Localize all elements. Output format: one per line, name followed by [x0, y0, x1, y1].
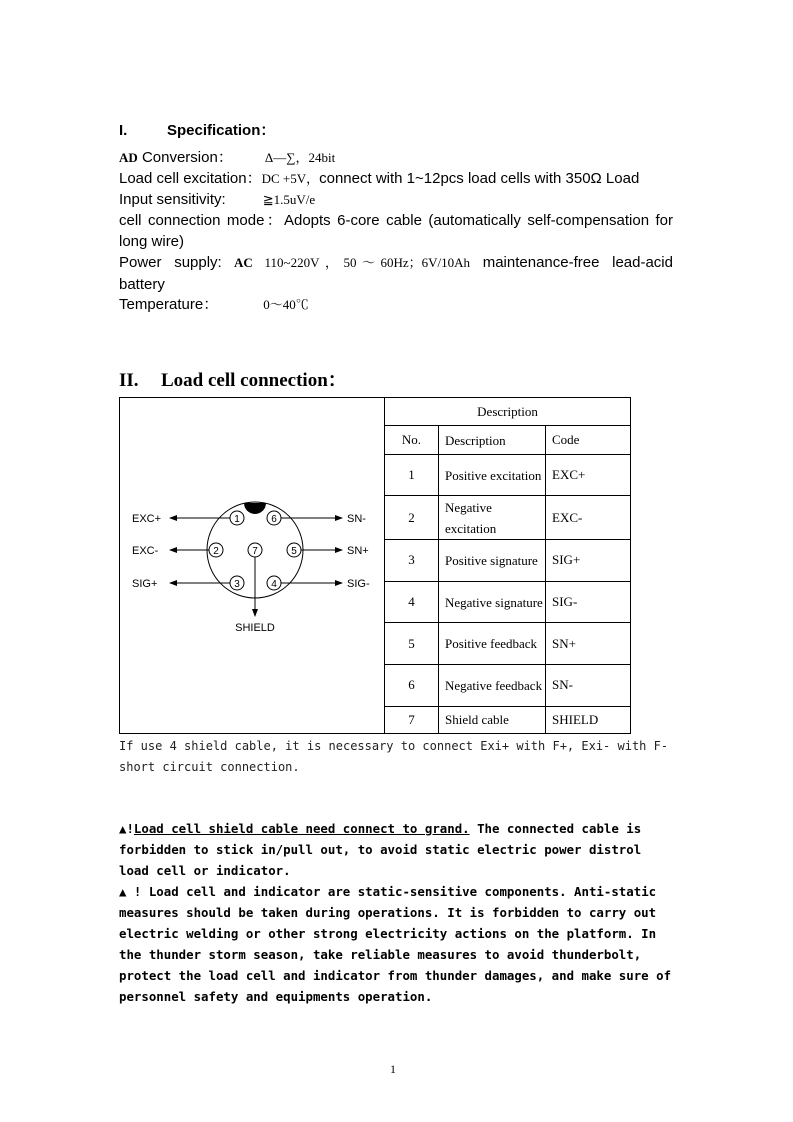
svg-text:6: 6 — [271, 514, 277, 525]
cell-code: SIG+ — [546, 540, 631, 582]
connector-diagram-cell — [120, 398, 385, 734]
connector-key-notch — [244, 503, 266, 514]
connection-table — [119, 397, 631, 734]
pin-1 — [230, 511, 244, 525]
cell-code: SN+ — [546, 623, 631, 665]
spec-value: connect with 1~12pcs load cells with 350Ω Load — [319, 170, 640, 187]
warning-icon: ▲! — [119, 821, 134, 836]
spec-value: maintenance-free lead-acid battery — [119, 254, 673, 293]
warnings-block — [119, 818, 675, 1007]
cell-description: Positive feedback — [439, 623, 546, 665]
cell-description: Shield cable — [439, 706, 546, 733]
label-sig-plus: SIG+ — [132, 578, 158, 590]
svg-text:7: 7 — [252, 546, 258, 557]
svg-text:1: 1 — [234, 514, 240, 525]
spec-value: ≧1.5uV/e — [262, 192, 316, 207]
cell-description: Negative excitation — [439, 496, 546, 540]
cell-description: Negative feedback — [439, 664, 546, 706]
cell-no: 1 — [385, 454, 439, 496]
column-header-no: No. — [385, 426, 439, 454]
cell-no: 7 — [385, 706, 439, 733]
section-1-title: Specification： — [167, 122, 276, 139]
cell-no: 5 — [385, 623, 439, 665]
spec-value: Adopts 6-core cable (automatically self-compensation for long wire) — [119, 212, 673, 250]
spec-temperature — [119, 294, 673, 316]
pin-4 — [267, 576, 281, 590]
spec-value-serif: 110~220V，50～60Hz；6V/10Ah — [252, 255, 471, 270]
column-header-description: Description — [439, 426, 546, 454]
spec-value-bold: AC — [233, 255, 253, 270]
spec-label: Input sensitivity: — [119, 191, 226, 208]
cell-no: 4 — [385, 581, 439, 623]
section-2-title: Load cell connection： — [161, 370, 347, 391]
svg-text:5: 5 — [291, 546, 297, 557]
cell-no: 3 — [385, 540, 439, 582]
label-sn-plus: SN+ — [347, 545, 369, 557]
warning-1-text: The connected cable is forbidden to stick in/pull out, to avoid static electric power distrol load cell or indicator. — [119, 821, 642, 878]
section-2-heading — [119, 365, 347, 392]
label-exc-minus: EXC- — [132, 545, 159, 557]
spec-label-prefix: AD — [119, 150, 138, 165]
cell-description: Positive signature — [439, 540, 546, 582]
svg-text:3: 3 — [234, 579, 240, 590]
label-exc-plus: EXC+ — [132, 513, 162, 525]
warning-icon: ▲ ! — [119, 884, 149, 899]
warning-1-underlined: Load cell shield cable need connect to grand. — [133, 821, 470, 836]
spec-label: cell connection mode： — [119, 212, 284, 229]
pin-5 — [287, 543, 301, 557]
warning-1 — [119, 818, 675, 881]
column-header-code: Code — [546, 426, 631, 454]
pin-3 — [230, 576, 244, 590]
spec-power-supply — [119, 252, 673, 296]
spec-label: Power supply: — [119, 254, 222, 271]
spec-label: Load cell excitation： — [119, 170, 262, 187]
section-1-heading — [119, 119, 275, 140]
pin-7 — [248, 543, 262, 557]
label-sig-minus: SIG- — [347, 578, 370, 590]
spec-ad-conversion — [119, 147, 673, 169]
cell-code: SN- — [546, 664, 631, 706]
connector-diagram — [120, 398, 384, 733]
table-group-header: Description — [385, 398, 631, 426]
cell-code: EXC+ — [546, 454, 631, 496]
label-shield: SHIELD — [235, 622, 275, 634]
pin-2 — [209, 543, 223, 557]
cell-description: Negative signature — [439, 581, 546, 623]
pin-6 — [267, 511, 281, 525]
spec-input-sensitivity — [119, 189, 673, 211]
cell-description: Positive excitation — [439, 454, 546, 496]
spec-cell-connection-mode — [119, 210, 673, 252]
spec-value: Δ—∑，24bit — [264, 150, 336, 165]
cell-code: SHIELD — [546, 706, 631, 733]
cell-code: EXC- — [546, 496, 631, 540]
spec-label: Temperature： — [119, 296, 219, 313]
spec-label: Conversion： — [137, 149, 233, 166]
cell-no: 2 — [385, 496, 439, 540]
shield-cable-note: If use 4 shield cable, it is necessary to connect Exi+ with F+, Exi- with F- short circuit connection. — [119, 739, 669, 774]
spec-load-cell-excitation — [119, 168, 673, 190]
svg-text:2: 2 — [213, 546, 219, 557]
section-1-number: I. — [119, 122, 128, 139]
spec-value-serif: DC +5V， — [261, 171, 320, 186]
page-number: 1 — [390, 1062, 396, 1076]
warning-2 — [119, 881, 675, 1007]
warning-2-text: Load cell and indicator are static-sensitive components. Anti-static measures should be taken during operations. It is forbidden to carry out electric welding or other strong electricity actions on the platform. In the thunder storm season, take reliable measures to avoid thunderbolt, protect the load cell and indicator from thunder damages, and make sure of personnel safety and equipments operation. — [119, 884, 672, 1004]
cell-no: 6 — [385, 664, 439, 706]
label-sn-minus: SN- — [347, 513, 366, 525]
section-2-number: II. — [119, 370, 139, 391]
spec-value: 0～40℃ — [263, 297, 309, 312]
cell-code: SIG- — [546, 581, 631, 623]
svg-text:4: 4 — [271, 579, 277, 590]
